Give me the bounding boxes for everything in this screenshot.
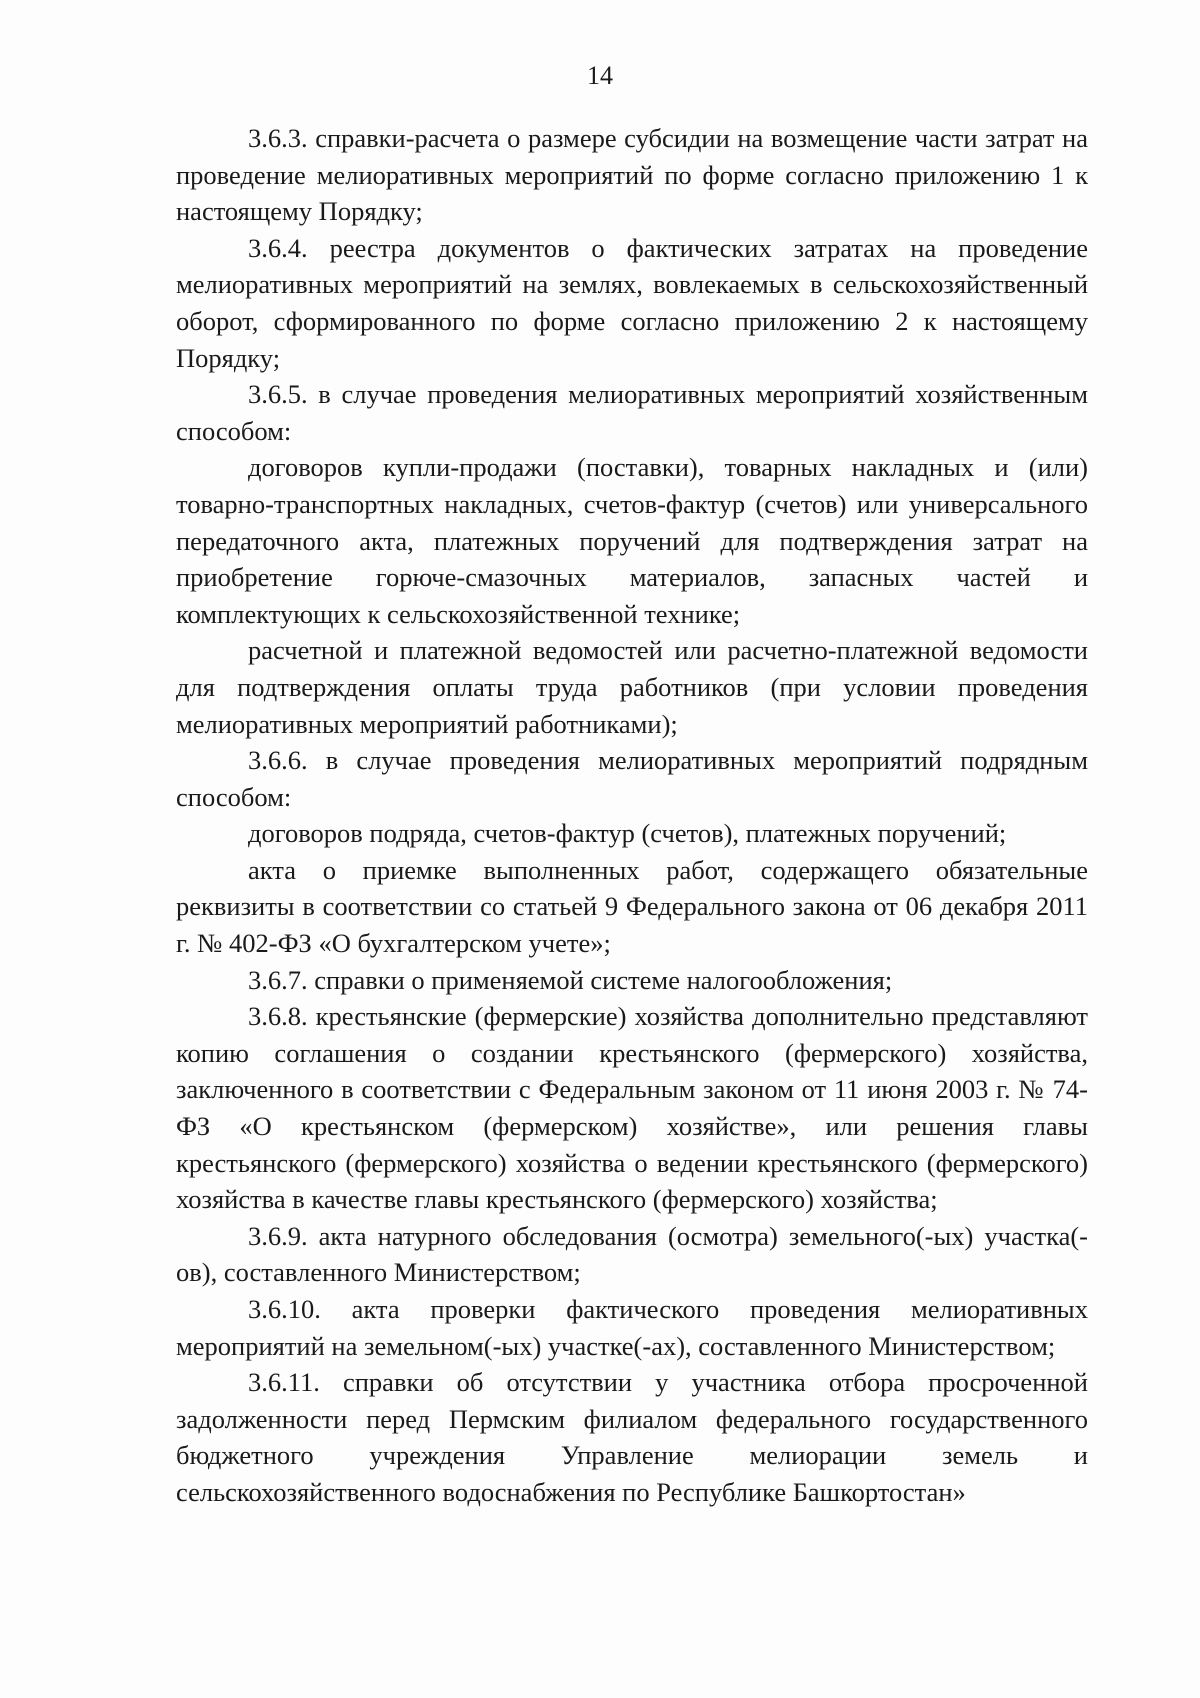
paragraph-3-6-4: 3.6.4. реестра документов о фактических затратах на проведение мелиоративных мероприятий на землях, вовлекаемых в сельскохозяйственный оборот, сформированного по форме согласно приложению 2 к настоящему Порядку;	[176, 232, 1088, 373]
paragraph-payroll-statements: расчетной и платежной ведомостей или расчетно-платежной ведомости для подтверждения оплаты труда работников (при условии проведения мелиоративных мероприятий работниками);	[176, 635, 1088, 739]
page-number: 14	[587, 61, 613, 90]
paragraph-3-6-9: 3.6.9. акта натурного обследования (осмотра) земельного(-ых) участка(-ов), составленного Министерством;	[176, 1220, 1088, 1288]
paragraph-acceptance-act: акта о приемке выполненных работ, содержащего обязательные реквизиты в соответствии со статьей 9 Федерального закона от 06 декабря 2011 г. № 402-ФЗ «О бухгалтерском учете»;	[176, 854, 1088, 959]
paragraph-3-6-8: 3.6.8. крестьянские (фермерские) хозяйства дополнительно представляют копию соглашения о создании крестьянского (фермерского) хозяйства, заключенного в соответствии с Федеральным законом от 11 июня 2003 г. № 74-ФЗ «О крестьянском (фермерском) хозяйстве», или решения главы крестьянского (фермерского) хозяйства о ведении крестьянского (фермерского) хозяйства в качестве главы крестьянского (фермерского) хозяйства;	[176, 1001, 1088, 1215]
paragraph-contract-documents: договоров подряда, счетов-фактур (счетов), платежных поручений;	[248, 818, 1007, 849]
paragraph-3-6-7: 3.6.7. справки о применяемой системе налогообложения;	[248, 964, 893, 995]
paragraph-3-6-3: 3.6.3. справки-расчета о размере субсидии на возмещение части затрат на проведение мелиоративных мероприятий по форме согласно приложению 1 к настоящему Порядку;	[176, 123, 1088, 227]
paragraph-3-6-6: 3.6.6. в случае проведения мелиоративных мероприятий подрядным способом:	[176, 745, 1088, 812]
paragraph-purchase-contracts: договоров купли-продажи (поставки), товарных накладных и (или) товарно-транспортных накладных, счетов-фактур (счетов) или универсального передаточного акта, платежных поручений для подтверждения затрат на приобретение горюче-смазочных материалов, запасных частей и комплектующих к сельскохозяйственной технике;	[176, 452, 1088, 629]
paragraph-3-6-5: 3.6.5. в случае проведения мелиоративных мероприятий хозяйственным способом:	[176, 379, 1088, 446]
document-body	[176, 120, 1088, 1511]
paragraph-3-6-10: 3.6.10. акта проверки фактического проведения мелиоративных мероприятий на земельном(-ых) участке(-ах), составленного Министерством;	[176, 1294, 1088, 1361]
paragraph-3-6-11: 3.6.11. справки об отсутствии у участника отбора просроченной задолженности перед Пермским филиалом федерального государственного бюджетного учреждения Управление мелиорации земель и сельскохозяйственного водоснабжения по Республике Башкортостан»	[176, 1367, 1088, 1507]
